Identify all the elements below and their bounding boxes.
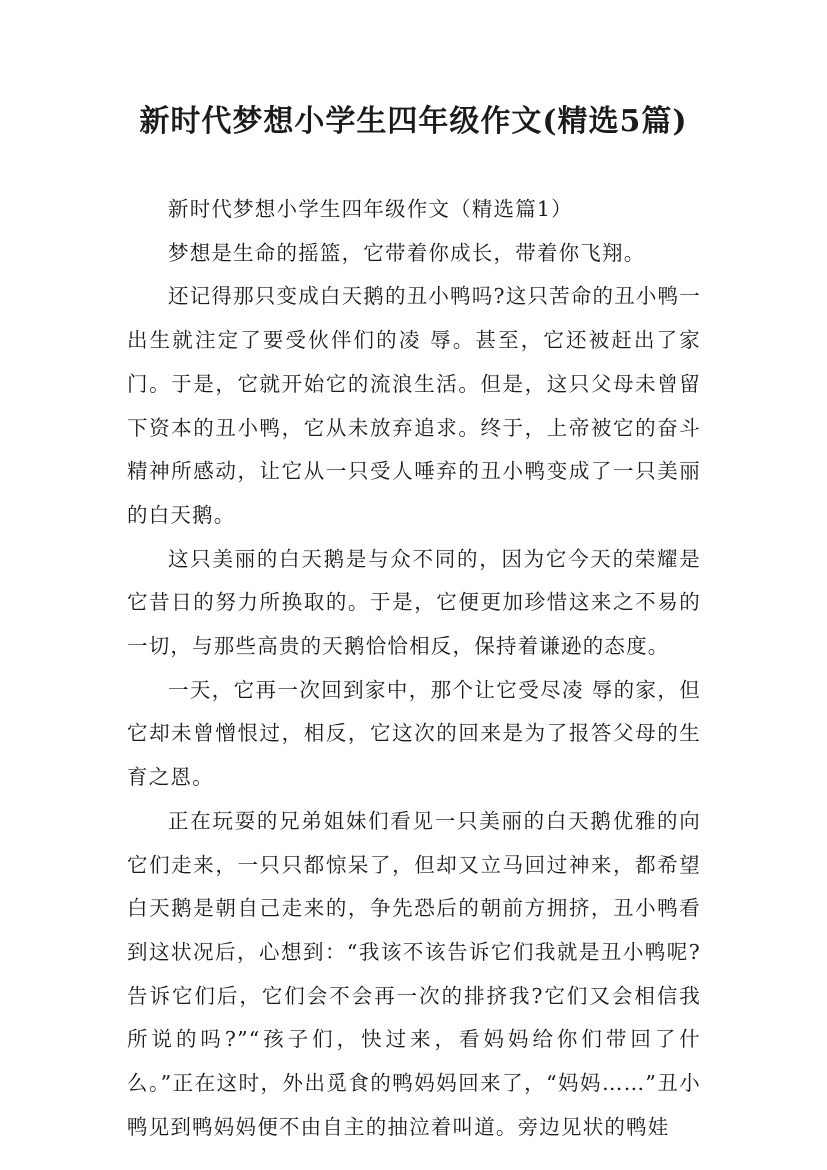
paragraph: 还记得那只变成白天鹅的丑小鸭吗?这只苦命的丑小鸭一出生就注定了要受伙伴们的凌 辱。甚至，它还被赶出了家门。于是，它就开始它的流浪生活。但是，这只父母未曾留下资本的丑小鸭，它从未放弃追求。终于，上帝被它的奋斗精神所感动，让它从一只受人唾弃的丑小鸭变成了一只美丽的白天鹅。 [127,284,701,527]
section-heading: 新时代梦想小学生四年级作文（精选篇1） [168,197,573,221]
document-body [127,188,701,1149]
paragraph: 梦想是生命的摇篮，它带着你成长，带着你飞翔。 [168,240,646,265]
document-title: 新时代梦想小学生四年级作文(精选5篇) [139,104,688,139]
paragraph: 这只美丽的白天鹅是与众不同的，因为它今天的荣耀是它昔日的努力所换取的。于是，它便更加珍惜这来之不易的一切，与那些高贵的天鹅恰恰相反，保持着谦逊的态度。 [127,546,701,659]
paragraph: 一天，它再一次回到家中，那个让它受尽凌 辱的家，但它却未曾憎恨过，相反，它这次的回来是为了报答父母的生育之恩。 [127,677,701,790]
paragraph: 正在玩耍的兄弟姐妹们看见一只美丽的白天鹅优雅的向它们走来，一只只都惊呆了，但却又立马回过神来，都希望白天鹅是朝自己走来的，争先恐后的朝前方拥挤，丑小鸭看到这状况后，心想到：“我该不该告诉它们我就是丑小鸭呢?告诉它们后，它们会不会再一次的排挤我?它们又会相信我所说的吗?”“孩子们，快过来，看妈妈给你们带回了什么。”正在这时，外出觅食的鸭妈妈回来了，“妈妈……”丑小鸭见到鸭妈妈便不由自主的抽泣着叫道。旁边见状的鸭娃 [127,808,701,1139]
